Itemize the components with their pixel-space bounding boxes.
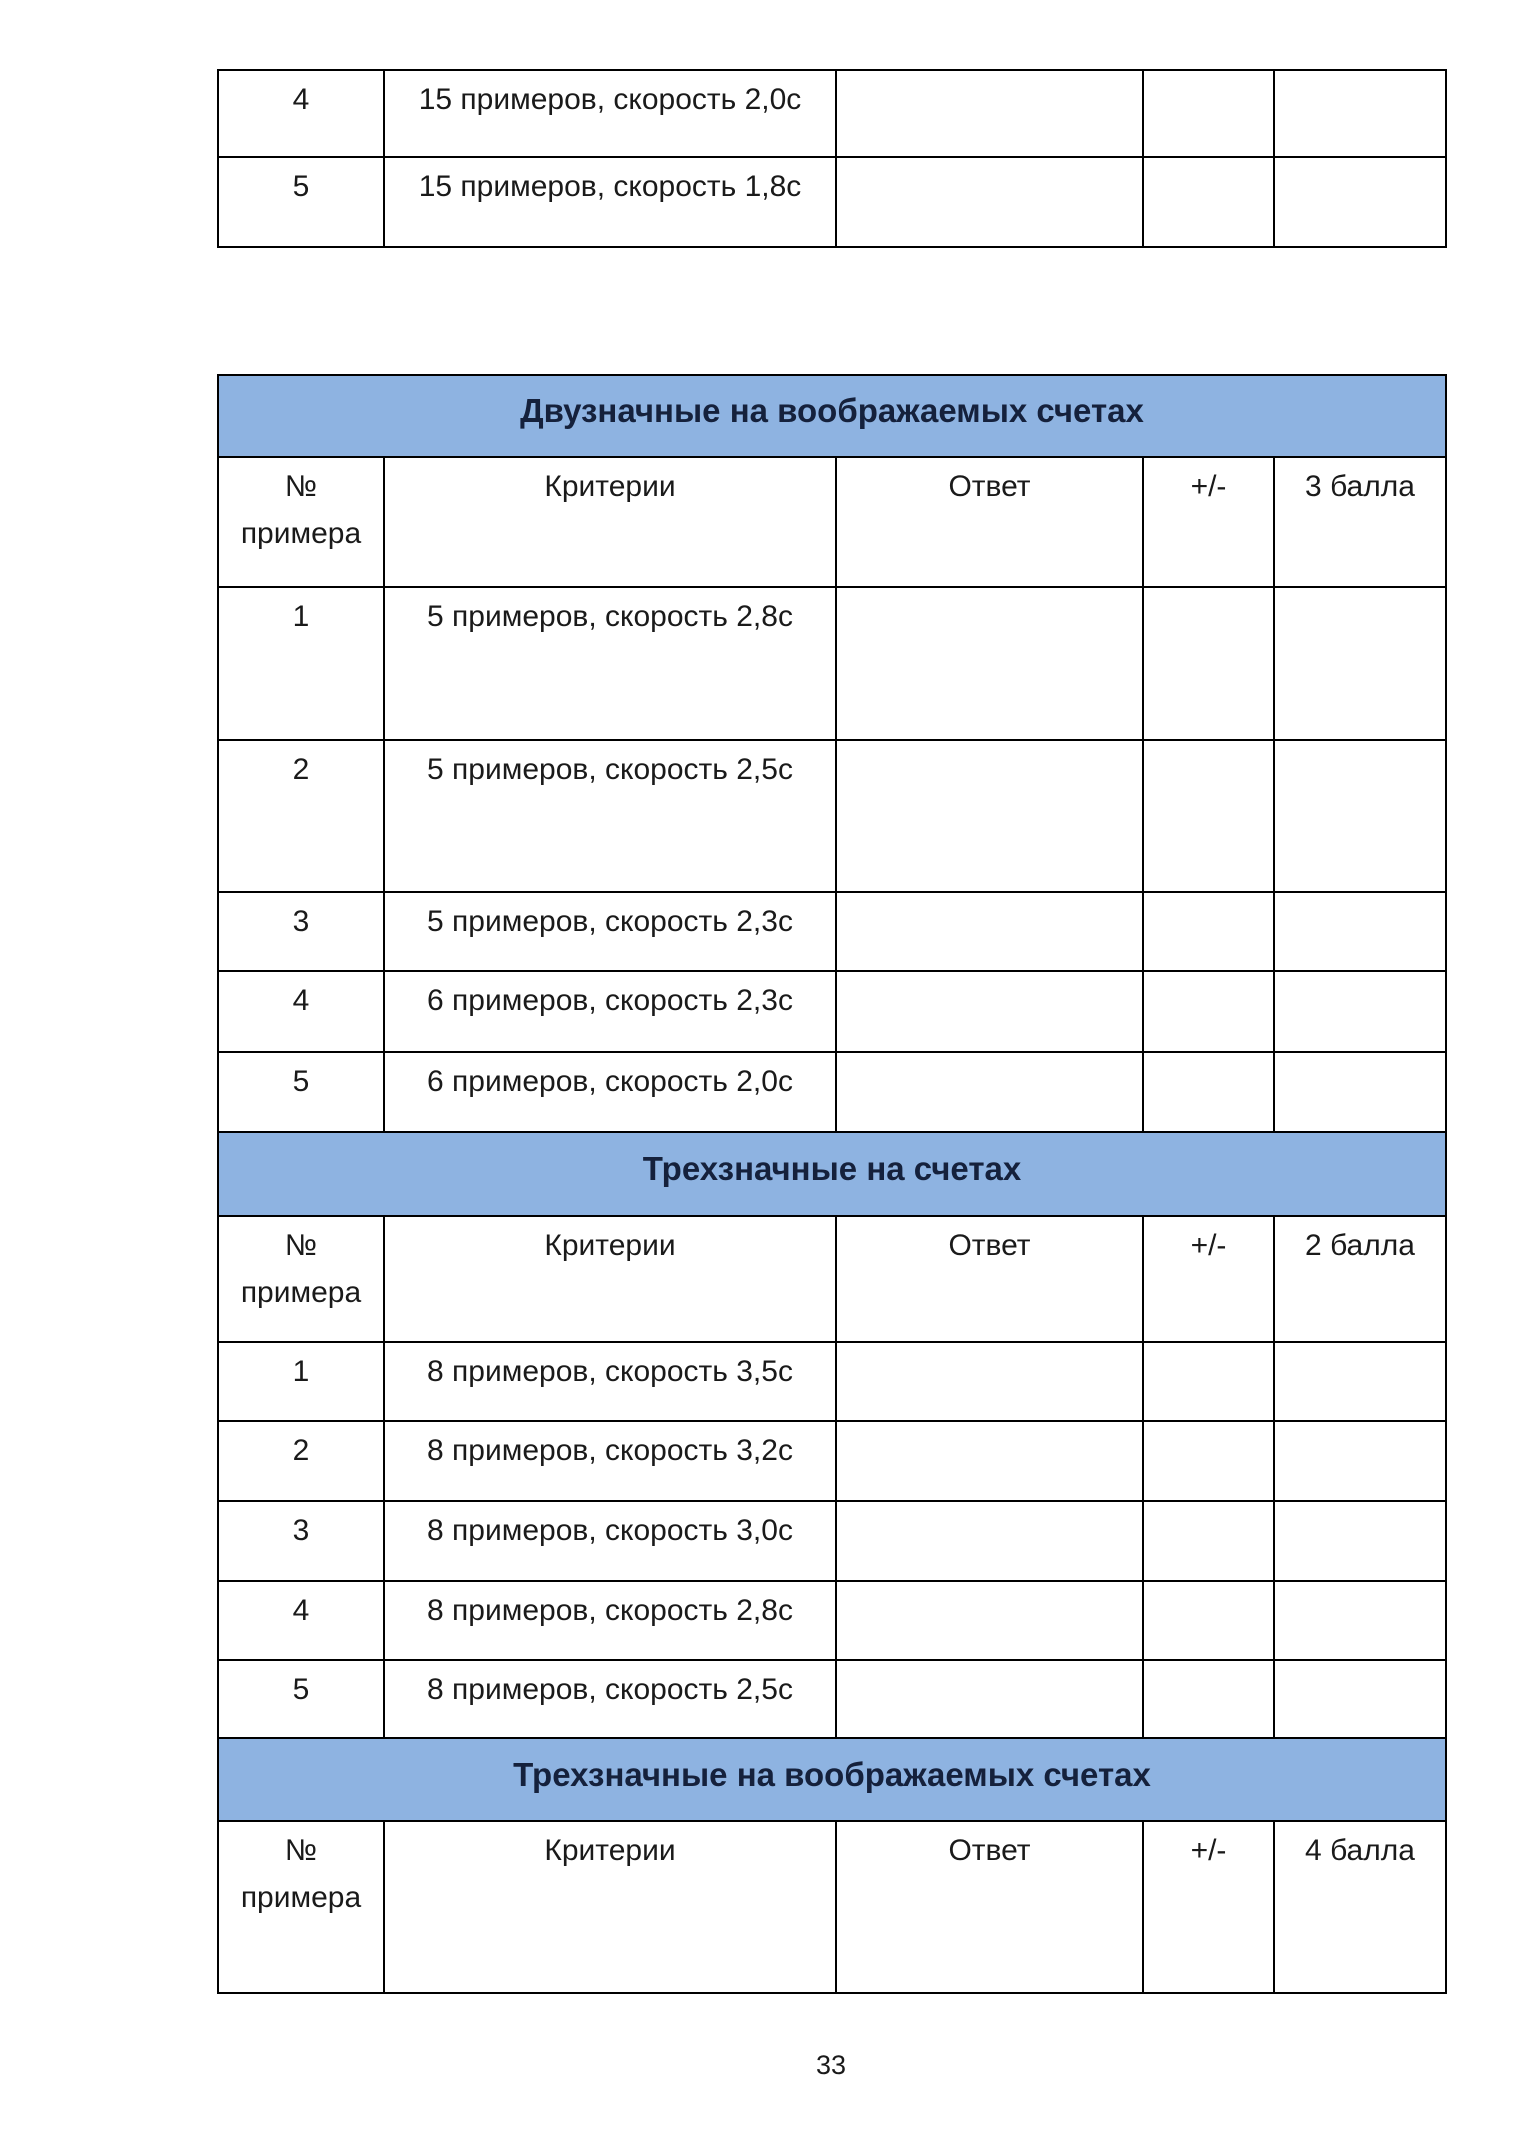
score-cell [1274,1421,1446,1501]
score-cell [1274,1342,1446,1421]
example-number-cell: 4 [218,971,384,1052]
table-row [218,971,1446,1052]
table-row [218,1342,1446,1421]
example-number-cell: 4 [218,1581,384,1660]
plus-minus-cell [1143,1501,1274,1581]
score-table-main [217,374,1447,1994]
example-number-cell: 5 [218,1660,384,1738]
plus-minus-cell [1143,1660,1274,1738]
example-number-cell: 4 [218,70,384,157]
answer-cell [836,892,1143,971]
score-cell [1274,1660,1446,1738]
criteria-cell: 15 примеров, скорость 1,8с [384,157,836,247]
table-row [218,892,1446,971]
example-number-cell: 2 [218,1421,384,1501]
score-cell [1274,157,1446,247]
header-example-number-line2: примера [240,1275,362,1309]
header-example-number [218,457,384,587]
answer-cell [836,1342,1143,1421]
criteria-cell: 5 примеров, скорость 2,3с [384,892,836,971]
plus-minus-cell [1143,157,1274,247]
answer-cell [836,1660,1143,1738]
header-example-number [218,1216,384,1342]
table-row [218,157,1446,247]
criteria-cell: 5 примеров, скорость 2,8с [384,587,836,740]
score-cell [1274,1052,1446,1132]
header-example-number [218,1821,384,1993]
section-title-row [218,1132,1446,1216]
example-number-cell: 5 [218,1052,384,1132]
criteria-cell: 15 примеров, скорость 2,0с [384,70,836,157]
plus-minus-cell [1143,1052,1274,1132]
criteria-cell: 8 примеров, скорость 3,0с [384,1501,836,1581]
header-criteria: Критерии [384,457,836,587]
header-row [218,1216,1446,1342]
table-row [218,1501,1446,1581]
header-criteria: Критерии [384,1821,836,1993]
table-row [218,587,1446,740]
header-plus-minus: +/- [1143,1821,1274,1993]
page-number: 33 [815,2050,847,2080]
answer-cell [836,587,1143,740]
criteria-cell: 8 примеров, скорость 3,5с [384,1342,836,1421]
header-score: 2 балла [1274,1216,1446,1342]
header-row [218,1821,1446,1993]
header-answer: Ответ [836,1821,1143,1993]
table-row [218,740,1446,892]
header-example-number-line2: примера [240,516,362,550]
example-number-cell: 1 [218,1342,384,1421]
example-number-cell: 2 [218,740,384,892]
section-title: Трехзначные на воображаемых счетах [218,1738,1446,1821]
answer-cell [836,1581,1143,1660]
header-example-number-line1: № [284,1834,318,1867]
table-row [218,1660,1446,1738]
example-number-cell: 3 [218,1501,384,1581]
criteria-cell: 6 примеров, скорость 2,3с [384,971,836,1052]
score-cell [1274,971,1446,1052]
criteria-cell: 8 примеров, скорость 2,8с [384,1581,836,1660]
header-answer: Ответ [836,1216,1143,1342]
plus-minus-cell [1143,1342,1274,1421]
score-cell [1274,70,1446,157]
answer-cell [836,1421,1143,1501]
answer-cell [836,1052,1143,1132]
plus-minus-cell [1143,971,1274,1052]
header-score: 3 балла [1274,457,1446,587]
example-number-cell: 3 [218,892,384,971]
table-row [218,70,1446,157]
criteria-cell: 6 примеров, скорость 2,0с [384,1052,836,1132]
plus-minus-cell [1143,740,1274,892]
answer-cell [836,70,1143,157]
plus-minus-cell [1143,1581,1274,1660]
plus-minus-cell [1143,1421,1274,1501]
header-answer: Ответ [836,457,1143,587]
section-title: Двузначные на воображаемых счетах [218,375,1446,457]
answer-cell [836,971,1143,1052]
plus-minus-cell [1143,587,1274,740]
header-plus-minus: +/- [1143,457,1274,587]
header-example-number-line2: примера [240,1880,362,1914]
answer-cell [836,740,1143,892]
criteria-cell: 8 примеров, скорость 2,5с [384,1660,836,1738]
header-example-number-line1: № [284,1229,318,1262]
section-title: Трехзначные на счетах [218,1132,1446,1216]
score-cell [1274,740,1446,892]
example-number-cell: 1 [218,587,384,740]
score-table-continued [217,69,1447,248]
score-cell [1274,1581,1446,1660]
answer-cell [836,1501,1143,1581]
criteria-cell: 8 примеров, скорость 3,2с [384,1421,836,1501]
table-row [218,1421,1446,1501]
header-criteria: Критерии [384,1216,836,1342]
score-cell [1274,587,1446,740]
table-row [218,1052,1446,1132]
plus-minus-cell [1143,892,1274,971]
example-number-cell: 5 [218,157,384,247]
section-title-row [218,375,1446,457]
score-cell [1274,892,1446,971]
header-score: 4 балла [1274,1821,1446,1993]
answer-cell [836,157,1143,247]
header-plus-minus: +/- [1143,1216,1274,1342]
section-title-row [218,1738,1446,1821]
header-example-number-line1: № [284,470,318,503]
criteria-cell: 5 примеров, скорость 2,5с [384,740,836,892]
score-cell [1274,1501,1446,1581]
table-row [218,1581,1446,1660]
plus-minus-cell [1143,70,1274,157]
header-row [218,457,1446,587]
